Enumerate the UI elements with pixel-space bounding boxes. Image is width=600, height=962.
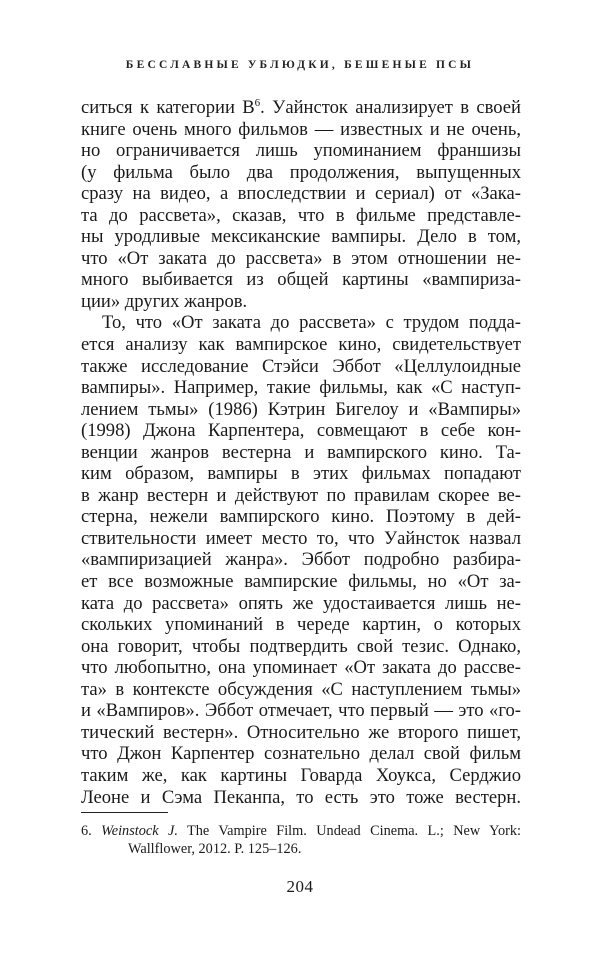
text-line: что Джон Карпентер сознательно делал свой фильм — [81, 743, 521, 765]
text-line: в жанр вестерн и действуют по правилам скорее ве- — [81, 484, 521, 506]
running-head: БЕССЛАВНЫЕ УБЛЮДКИ, БЕШЕНЫЕ ПСЫ — [125, 59, 475, 71]
text-line: и «Вампиров». Эббот отмечает, что первый — это «го- — [81, 700, 521, 722]
text-line: венции жанров вестерна и вампирского кино. Та- — [81, 441, 521, 463]
text-fragment: . Уайнсток анализирует в своей — [260, 97, 522, 118]
text-line: Леоне и Сэма Пеканпа, то есть это тоже вестерн. — [81, 786, 521, 808]
text-line — [81, 97, 521, 119]
text-line: тический вестерн». Относительно же второго пишет, — [81, 721, 521, 743]
text-line: таким же, как картины Говарда Хоукса, Серджио — [81, 764, 521, 786]
text-line: лением тьмы» (1986) Кэтрин Бигелоу и «Вампиры» — [81, 398, 521, 420]
footnote-line: Wallflower, 2012. P. 125–126. — [128, 841, 302, 857]
footnote — [81, 822, 521, 858]
text-line: книге очень много фильмов — известных и не очень, — [81, 118, 521, 140]
footnote-reference[interactable]: 6 — [254, 97, 261, 109]
text-line: ствительности имеет место то, что Уайнсток назвал — [81, 527, 521, 549]
text-line: ется анализу как вампирское кино, свидетельствует — [81, 334, 521, 356]
text-line: сразу на видео, а впоследствии и сериал) от «Зака- — [81, 183, 521, 205]
text-line: (у фильма было два продолжения, выпущенных — [81, 161, 521, 183]
footnote-author: Weinstock J. — [101, 823, 178, 839]
text-line: та» в контексте обсуждения «С наступлением тьмы» — [81, 678, 521, 700]
text-line: ет все возможные вампирские фильмы, но «От за- — [81, 571, 521, 593]
text-line: та до рассвета», сказав, что в фильме представле- — [81, 204, 521, 226]
text-fragment: ситься к категории B — [81, 97, 255, 118]
text-line: также исследование Стэйси Эббот «Целлулоидные — [81, 355, 521, 377]
text-line: ны уродливые мексиканские вампиры. Дело в том, — [81, 226, 521, 248]
page-number: 204 — [286, 877, 314, 896]
text-line: ции» других жанров. — [81, 290, 248, 312]
text-line: но ограничивается лишь упоминанием франшизы — [81, 140, 521, 162]
footnote-divider — [81, 812, 168, 813]
footnote-number: 6. — [81, 823, 92, 839]
text-line: скольких упоминаний в череде картин, о которых — [81, 614, 521, 636]
text-line: что «От заката до рассвета» в этом отношении не- — [81, 247, 521, 269]
text-line: стерна, нежели вампирского кино. Поэтому в дей- — [81, 506, 521, 528]
text-line: что любопытно, она упоминает «От заката до рассве- — [81, 657, 521, 679]
text-line: много выбивается из общей картины «вампириза- — [81, 269, 521, 291]
text-line: вампиры». Например, такие фильмы, как «С наступ- — [81, 377, 521, 399]
footnote-line — [81, 822, 521, 840]
paragraph-start-line: То, что «От заката до рассвета» с трудом подда- — [102, 312, 521, 334]
text-line: «вампиризацией жанра». Эббот подробно разбира- — [81, 549, 521, 571]
text-line: ката до рассвета» опять же удостаивается лишь не- — [81, 592, 521, 614]
text-line: (1998) Джона Карпентера, совмещают в себе кон- — [81, 420, 521, 442]
text-line: она говорит, чтобы подтвердить свой тезис. Однако, — [81, 635, 521, 657]
footnote-title: The Vampire Film. Undead Cinema. L.; New York: — [187, 823, 521, 839]
text-line: ким образом, вампиры в этих фильмах попадают — [81, 463, 521, 485]
body-text — [81, 97, 521, 808]
